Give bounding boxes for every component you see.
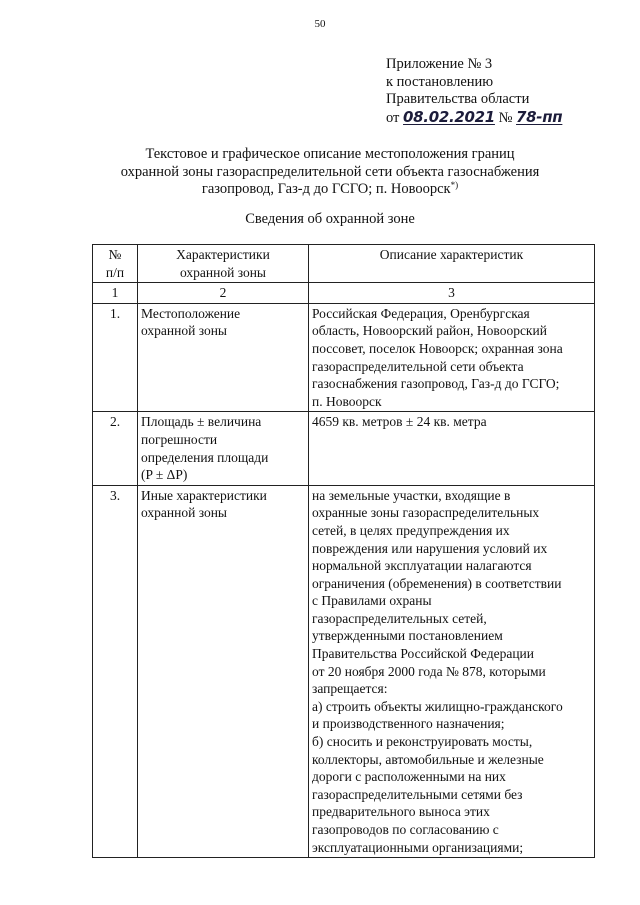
row-description (309, 485, 595, 857)
description-line: Российская Федерация, Оренбургская (312, 305, 530, 321)
table-row (93, 303, 595, 412)
table-header-row (93, 245, 595, 283)
description-line: газораспределительной сети объекта (312, 358, 524, 374)
header-number-line-2: п/п (105, 264, 125, 280)
description-line: от 20 ноября 2000 года № 878, которыми (312, 663, 546, 679)
date-prefix: от (386, 109, 400, 126)
row-number: 3. (93, 485, 138, 857)
header-characteristics (138, 245, 309, 283)
description-line: предварительного выноса этих (312, 804, 490, 820)
description-line: а) строить объекты жилищно-гражданского (312, 698, 563, 714)
row-characteristic (138, 303, 309, 412)
section-title: Сведения об охранной зоне (245, 211, 415, 227)
appendix-date-line (386, 109, 562, 128)
header-number (93, 245, 138, 283)
description-line: газораспределительными сетями без (312, 786, 523, 802)
description-line: область, Новоорский район, Новоорский (312, 323, 547, 339)
column-index-2: 2 (138, 283, 309, 304)
characteristic-line: Площадь ± величина (141, 414, 262, 430)
title-line-2: охранной зоны газораспределительной сети объекта газоснабжения (120, 163, 540, 180)
column-index-3: 3 (309, 283, 595, 304)
description-line: дороги с расположенными на них (312, 769, 506, 785)
description-line: утвержденными постановлением (312, 628, 503, 644)
characteristic-line: охранной зоны (141, 323, 228, 339)
description-line: коллекторы, автомобильные и железные (312, 751, 544, 767)
description-line: эксплуатационными организациями; (312, 839, 524, 855)
characteristic-line: Местоположение (141, 305, 241, 321)
characteristic-line: охранной зоны (141, 505, 228, 521)
characteristic-line: Иные характеристики (141, 487, 267, 503)
description-line: повреждения или нарушения условий их (312, 540, 548, 556)
handwritten-date: 08.02.2021 (403, 107, 495, 126)
column-index-row (93, 283, 595, 304)
number-sign: № (498, 109, 513, 126)
table-row (93, 412, 595, 485)
header-description: Описание характеристик (309, 245, 595, 283)
header-characteristics-line-2: охранной зоны (179, 264, 266, 280)
footnote-mark: *) (450, 180, 459, 190)
description-line: запрещается: (312, 681, 388, 697)
table-row (93, 485, 595, 857)
appendix-title: Приложение № 3 (386, 56, 493, 72)
description-line: нормальной эксплуатации налагаются (312, 558, 532, 574)
description-line: п. Новоорск (312, 393, 382, 409)
column-index-1: 1 (93, 283, 138, 304)
protection-zone-table (92, 244, 595, 858)
description-line: 4659 кв. метров ± 24 кв. метра (312, 414, 487, 430)
description-line: и производственного назначения; (312, 716, 505, 732)
header-characteristics-line-1: Характеристики (176, 247, 270, 262)
page-number: 50 (314, 18, 326, 30)
description-line: на земельные участки, входящие в (312, 487, 511, 503)
row-number: 2. (93, 412, 138, 485)
row-description (309, 412, 595, 485)
appendix-block (386, 56, 562, 127)
title-line-1: Текстовое и графическое описание местоположения границ (145, 146, 515, 162)
header-number-line-1: № (108, 247, 122, 262)
description-line: поссовет, поселок Новоорск; охранная зона (312, 340, 563, 356)
appendix-resolution-line: к постановлению (386, 73, 494, 90)
characteristic-line: (P ± ΔP) (141, 467, 188, 483)
row-description (309, 303, 595, 412)
description-line: ограничения (обременения) в соответствии (312, 575, 562, 591)
characteristic-line: определения площади (141, 449, 269, 465)
row-number: 1. (93, 303, 138, 412)
description-line: газопроводов по согласованию с (312, 822, 499, 837)
title-line-3 (60, 181, 600, 199)
description-line: Правительства Российской Федерации (312, 646, 534, 662)
description-line: газоснабжения газопровод, Газ-д до ГСГО; (312, 376, 560, 392)
description-line: с Правилами охраны (312, 593, 432, 609)
handwritten-number: 78-пп (516, 107, 563, 126)
description-line: б) сносить и реконструировать мосты, (312, 734, 533, 750)
row-characteristic (138, 412, 309, 485)
row-characteristic (138, 485, 309, 857)
description-line: газораспределительных сетей, (312, 610, 487, 626)
appendix-government-line: Правительства области (386, 91, 530, 107)
description-line: охранные зоны газораспределительных (312, 505, 540, 521)
title-line-3-text: газопровод, Газ-д до ГСГО; п. Новоорск (201, 181, 451, 197)
characteristic-line: погрешности (141, 431, 218, 447)
document-title (60, 146, 600, 199)
description-line: сетей, в целях предупреждения их (312, 522, 510, 538)
